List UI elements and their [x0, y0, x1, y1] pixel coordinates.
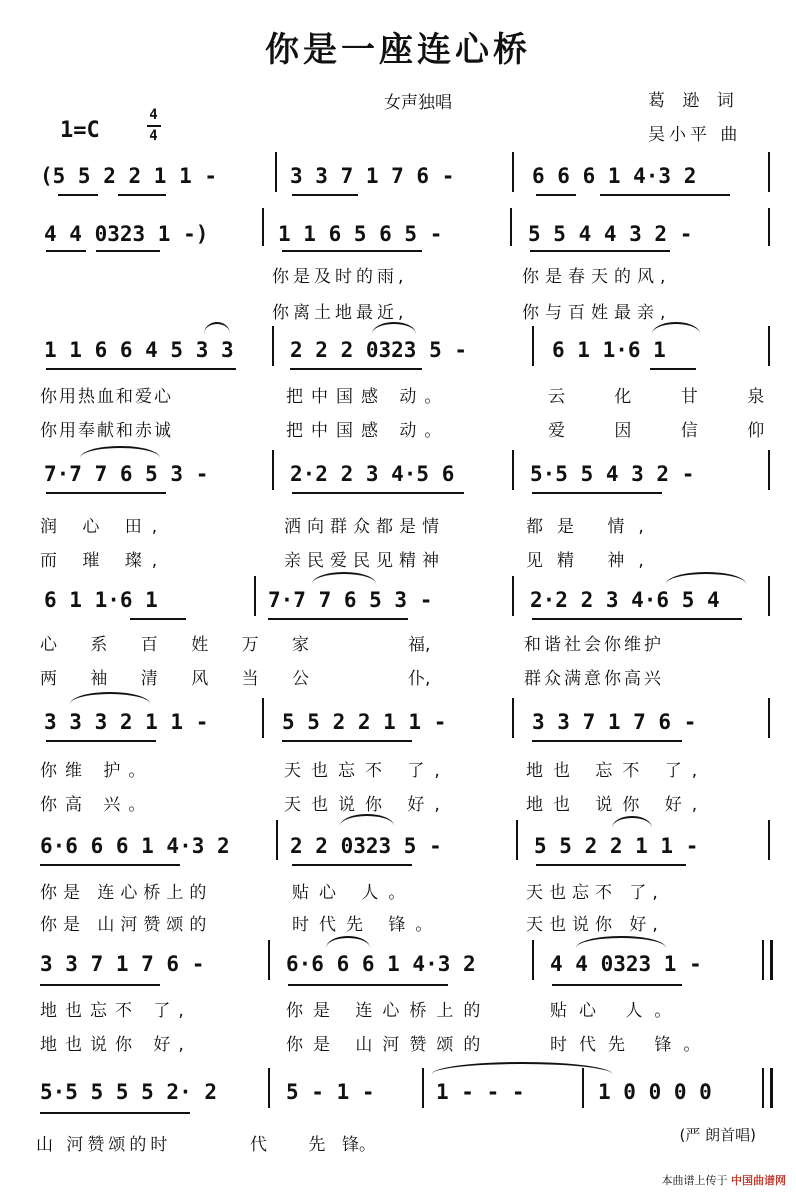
lyric-s7-v1-m3: 天也忘不 了, [526, 883, 664, 903]
lyric-s6-v2-m2: 天也说你 好, [284, 795, 450, 815]
measure-16: 3 3 3 2 1 1 - [44, 710, 209, 734]
site-name[interactable]: 中国曲谱网 [731, 1174, 786, 1187]
lyric-s3-v1-m2: 把中国感 动。 [286, 387, 450, 407]
measure-7: 1 1 6 6 4 5 3 3 [44, 338, 234, 362]
measure-23: 6·6 6 6 1 4·3 2 [286, 952, 476, 976]
measure-1: (5 5 2 2 1 1 - [40, 164, 218, 188]
lyric-s2-v1-m2: 你是及时的雨, [272, 267, 408, 287]
lyric-s5-v2-m1: 两 袖 清 风 当 公 [40, 669, 324, 689]
lyric-s6-v2-m1: 你高 兴。 [40, 795, 154, 815]
measure-14: 7·7 7 6 5 3 - [268, 588, 433, 612]
lyric-s3-v1-m1: 你用热血和爱心 [40, 387, 173, 407]
measure-26: 5 - 1 - [286, 1080, 375, 1104]
lyric-s4-v2-m1: 而 璀 璨, [40, 551, 168, 571]
composer: 吴小平 曲 [648, 125, 742, 145]
lyric-s2-v2-m3: 你与百姓最亲, [522, 303, 672, 323]
lyric-s8-v2-m2: 你是 山河赞颂的 [286, 1035, 491, 1055]
time-top: 4 [149, 107, 158, 123]
lyric-s5-v1-m2: 福, [408, 635, 431, 655]
lyric-s3-v2-m1: 你用奉献和赤诚 [40, 421, 173, 441]
lyric-s7-v1-m1: 你是 连心桥上的 [40, 883, 213, 903]
lyric-s6-v1-m1: 你维 护。 [40, 761, 154, 781]
lyric-s4-v1-m3: 都是 情, [526, 517, 658, 537]
measure-22: 3 3 7 1 7 6 - [40, 952, 205, 976]
measure-10: 7·7 7 6 5 3 - [44, 462, 209, 486]
measure-9: 6 1 1·6 1 [552, 338, 666, 362]
lyric-s5-v2-m2: 仆, [408, 669, 431, 689]
lyric-s2-v1-m3: 你是春天的风, [522, 267, 672, 287]
measure-8: 2 2 2 0323 5 - [290, 338, 468, 362]
lyric-s3-v2-m2: 把中国感 动。 [286, 421, 450, 441]
lyric-s4-v2-m2: 亲民爱民见精神 [284, 551, 445, 571]
lyricist: 葛 逊 词 [648, 91, 740, 111]
lyric-s6-v2-m3: 地也 说你 好, [526, 795, 708, 815]
lyric-s6-v1-m2: 天也忘不 了, [284, 761, 450, 781]
measure-2: 3 3 7 1 7 6 - [290, 164, 455, 188]
lyric-s4-v1-m2: 洒向群众都是情 [284, 517, 445, 537]
lyric-s5-v2-m3: 群众满意你高兴 [524, 669, 664, 689]
lyric-s3-v1-m3: 云 化 甘 泉 [548, 387, 787, 407]
lyric-s8-v2-m3: 时代先 锋。 [550, 1035, 713, 1055]
lyric-s9-m1: 山 河赞颂的时 [36, 1135, 172, 1155]
time-bottom: 4 [149, 127, 158, 144]
song-title: 你是一座连心桥 [265, 30, 531, 70]
lyric-s4-v1-m1: 润 心 田, [40, 517, 168, 537]
measure-15: 2·2 2 3 4·6 5 4 [530, 588, 720, 612]
lyric-s8-v1-m3: 贴心 人。 [550, 1001, 684, 1021]
lyric-s5-v1-m3: 和谐社会你维护 [524, 635, 664, 655]
time-signature [146, 108, 161, 144]
lyric-s6-v1-m3: 地也 忘不 了, [526, 761, 708, 781]
measure-12: 5·5 5 4 3 2 - [530, 462, 695, 486]
measure-17: 5 5 2 2 1 1 - [282, 710, 447, 734]
footer-prefix: 本曲谱上传于 [661, 1174, 728, 1187]
lyric-s8-v2-m1: 地也说你 好, [40, 1035, 192, 1055]
measure-27: 1 - - - [436, 1080, 525, 1104]
measure-4: 4 4 0323 1 -) [44, 222, 209, 246]
measure-3: 6 6 6 1 4·3 2 [532, 164, 697, 188]
upload-footer [662, 1172, 787, 1188]
measure-25: 5·5 5 5 5 2· 2 [40, 1080, 218, 1104]
measure-20: 2 2 0323 5 - [290, 834, 442, 858]
measure-11: 2·2 2 3 4·5 6 [290, 462, 455, 486]
first-performer-credit: (严 朗首唱) [679, 1126, 756, 1144]
measure-18: 3 3 7 1 7 6 - [532, 710, 697, 734]
lyric-s2-v2-m2: 你离土地最近, [272, 303, 408, 323]
lyric-s9-m3: 锋。 [342, 1135, 376, 1155]
lyric-s7-v2-m3: 天也说你 好, [526, 915, 664, 935]
measure-21: 5 5 2 2 1 1 - [534, 834, 699, 858]
lyric-s5-v1-m1: 心 系 百 姓 万 家 [40, 635, 324, 655]
lyric-s3-v2-m3: 爱 因 信 仰 [548, 421, 787, 441]
measure-24: 4 4 0323 1 - [550, 952, 702, 976]
lyric-s7-v2-m1: 你是 山河赞颂的 [40, 915, 213, 935]
measure-13: 6 1 1·6 1 [44, 588, 158, 612]
measure-5: 1 1 6 5 6 5 - [278, 222, 443, 246]
lyric-s7-v1-m2: 贴心 人。 [292, 883, 416, 903]
lyric-s9-m2: 代 先 [250, 1135, 344, 1155]
measure-19: 6·6 6 6 1 4·3 2 [40, 834, 230, 858]
lyric-s4-v2-m3: 见精 神, [526, 551, 658, 571]
lyric-s7-v2-m2: 时代先 锋。 [292, 915, 443, 935]
lyric-s8-v1-m1: 地也忘不 了, [40, 1001, 192, 1021]
key-signature: 1=C [60, 118, 100, 143]
measure-6: 5 5 4 4 3 2 - [528, 222, 693, 246]
lyric-s8-v1-m2: 你是 连心桥上的 [286, 1001, 491, 1021]
measure-28: 1 0 0 0 0 [598, 1080, 712, 1104]
performance-type: 女声独唱 [384, 93, 452, 113]
